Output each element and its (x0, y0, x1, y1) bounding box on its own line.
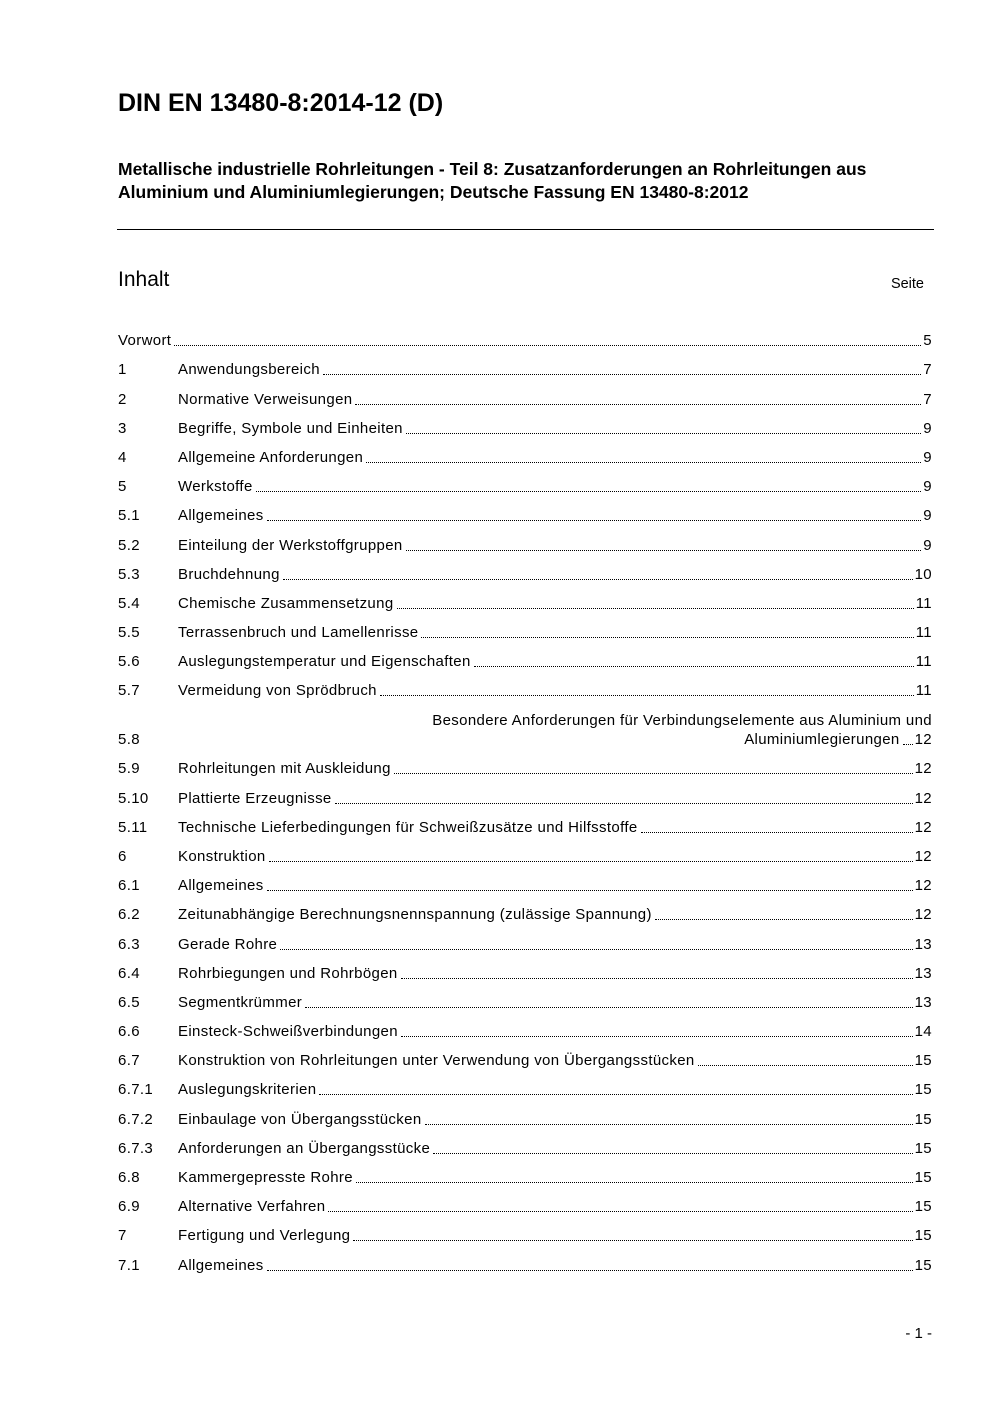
toc-entry-number: 5.6 (118, 653, 140, 671)
toc-dot-leader (366, 462, 921, 463)
toc-entry-body (178, 964, 932, 986)
toc-entry-page: 10 (914, 565, 932, 583)
toc-entry-body (178, 419, 932, 441)
toc-entry-title: Alternative Verfahren (178, 1198, 326, 1216)
toc-entry-title: Auslegungskriterien (178, 1081, 317, 1099)
toc-entry-page: 15 (914, 1081, 932, 1099)
toc-entry-title: Terrassenbruch und Lamellenrisse (178, 624, 419, 642)
toc-entry-number: 5.3 (118, 565, 140, 583)
toc-entry[interactable] (118, 558, 932, 587)
toc-entry-page: 11 (915, 594, 932, 612)
title-divider (117, 229, 934, 230)
toc-entry-number: 6.2 (118, 906, 140, 924)
toc-entry-page: 11 (915, 682, 932, 700)
toc-entry-title: Besondere Anforderungen für Verbindungselemente aus Aluminium und (432, 712, 932, 730)
toc-entry[interactable] (118, 1161, 932, 1190)
toc-entry-title: Begriffe, Symbole und Einheiten (178, 419, 403, 437)
toc-entry-page: 15 (914, 1110, 932, 1128)
toc-entry-body (178, 711, 932, 752)
toc-dot-leader (355, 404, 921, 405)
toc-dot-leader (641, 832, 913, 833)
toc-entry-page: 12 (914, 760, 932, 778)
toc-entry-page: 13 (914, 993, 932, 1011)
toc-entry-number: 5.7 (118, 682, 140, 700)
toc-entry[interactable] (118, 927, 932, 956)
toc-entry-title: Kammergepresste Rohre (178, 1169, 353, 1187)
toc-dot-leader (356, 1182, 913, 1183)
toc-entry[interactable] (118, 353, 932, 382)
toc-entry-title: Gerade Rohre (178, 935, 278, 953)
toc-dot-leader (269, 861, 913, 862)
toc-entry-number: 5.9 (118, 760, 140, 778)
toc-entry[interactable] (118, 986, 932, 1015)
toc-entry-title: Werkstoffe (178, 478, 253, 496)
toc-entry-title: Bruchdehnung (178, 565, 280, 583)
toc-entry-body (178, 1168, 932, 1190)
toc-entry[interactable] (118, 1015, 932, 1044)
toc-entry-title: Auslegungstemperatur und Eigenschaften (178, 653, 471, 671)
toc-dot-leader (335, 803, 913, 804)
toc-entry-number: 5.10 (118, 789, 149, 807)
toc-entry[interactable] (118, 674, 932, 703)
toc-entry-number: 5.2 (118, 536, 140, 554)
table-of-contents (118, 324, 932, 1278)
toc-entry-body (178, 1226, 932, 1248)
toc-entry-number: 5.4 (118, 594, 140, 612)
toc-entry-body (178, 847, 932, 869)
toc-entry[interactable] (118, 441, 932, 470)
toc-entry-page: 12 (914, 906, 932, 924)
toc-dot-leader (174, 345, 921, 346)
toc-dot-leader (353, 1240, 912, 1241)
toc-entry-body (178, 681, 932, 703)
toc-entry-page: 15 (914, 1169, 932, 1187)
toc-entry-page: 15 (914, 1227, 932, 1245)
toc-entry-number: 6.5 (118, 993, 140, 1011)
toc-entry-continuation (744, 730, 932, 749)
toc-entry-title: Allgemeines (178, 507, 264, 525)
toc-entry-body (178, 1022, 932, 1044)
toc-entry-number: 6.7 (118, 1052, 140, 1070)
toc-entry[interactable] (118, 324, 932, 353)
toc-entry[interactable] (118, 587, 932, 616)
toc-entry-title: Rohrleitungen mit Auskleidung (178, 760, 391, 778)
toc-entry[interactable] (118, 869, 932, 898)
toc-entry[interactable] (118, 781, 932, 810)
toc-entry-page: 15 (914, 1052, 932, 1070)
toc-entry-title: Rohrbiegungen und Rohrbögen (178, 964, 398, 982)
toc-entry-body (178, 623, 932, 645)
toc-dot-leader (401, 978, 913, 979)
toc-dot-leader (421, 637, 913, 638)
toc-entry-body (178, 594, 932, 616)
toc-entry-body (178, 536, 932, 558)
toc-entry[interactable] (118, 499, 932, 528)
toc-entry-title: Anforderungen an Übergangsstücke (178, 1139, 431, 1157)
toc-entry[interactable] (118, 898, 932, 927)
toc-entry-number: 7.1 (118, 1256, 140, 1274)
toc-entry-page: 15 (914, 1139, 932, 1157)
toc-dot-leader (698, 1065, 913, 1066)
toc-entry-title: Technische Lieferbedingungen für Schweißzusätze und Hilfsstoffe (178, 818, 638, 836)
toc-entry[interactable] (118, 382, 932, 411)
toc-entry-body (178, 818, 932, 840)
toc-entry[interactable] (118, 811, 932, 840)
toc-entry-body (178, 1256, 932, 1278)
toc-entry-body (118, 331, 932, 353)
toc-entry-title: Normative Verweisungen (178, 390, 353, 408)
toc-entry-number: 2 (118, 390, 127, 408)
toc-entry-page: 11 (915, 624, 932, 642)
toc-entry-page: 13 (914, 964, 932, 982)
toc-entry[interactable] (118, 957, 932, 986)
toc-entry-body (178, 506, 932, 528)
toc-entry-body (178, 1080, 932, 1102)
toc-entry-body (178, 935, 932, 957)
toc-entry-page: 14 (914, 1023, 932, 1041)
toc-entry-number: 6 (118, 847, 127, 865)
toc-dot-leader (433, 1153, 912, 1154)
toc-entry-number: 6.7.2 (118, 1110, 154, 1128)
toc-entry-page: 9 (923, 448, 932, 466)
toc-entry-page: 12 (914, 877, 932, 895)
toc-entry-title: Allgemeines (178, 877, 264, 895)
toc-entry-title: Plattierte Erzeugnisse (178, 789, 332, 807)
toc-heading: Inhalt (118, 268, 170, 291)
toc-entry-number: 6.6 (118, 1023, 140, 1041)
toc-entry-page: 12 (914, 731, 932, 749)
toc-entry-number: 6.7.1 (118, 1081, 154, 1099)
toc-entry-page: 12 (914, 847, 932, 865)
toc-entry-page: 5 (923, 332, 932, 350)
toc-dot-leader (397, 608, 914, 609)
toc-entry-body (178, 876, 932, 898)
toc-entry-body (178, 477, 932, 499)
toc-entry-title: Einsteck-Schweißverbindungen (178, 1023, 398, 1041)
toc-dot-leader (380, 695, 914, 696)
toc-dot-leader (474, 666, 914, 667)
toc-entry-title: Allgemeines (178, 1256, 264, 1274)
toc-entry-number: 6.1 (118, 877, 140, 895)
toc-dot-leader (267, 890, 913, 891)
page-number: - 1 - (905, 1325, 932, 1342)
toc-entry-body (178, 565, 932, 587)
toc-dot-leader (655, 919, 913, 920)
toc-entry-page: 13 (914, 935, 932, 953)
toc-entry-title: Allgemeine Anforderungen (178, 448, 364, 466)
toc-entry-number: 5.1 (118, 507, 140, 525)
toc-entry[interactable] (118, 1248, 932, 1277)
toc-entry-number: 6.4 (118, 964, 140, 982)
toc-entry-title: Fertigung und Verlegung (178, 1227, 351, 1245)
document-subtitle: Metallische industrielle Rohrleitungen - Teil 8: Zusatzanforderungen an Rohrleitungen aus Aluminium und Aluminiumlegierungen; Deutsche Fassung EN 13480-8:2012 (118, 159, 867, 202)
toc-entry-number: 4 (118, 448, 127, 466)
toc-entry[interactable] (118, 1132, 932, 1161)
toc-entry-number: 6.7.3 (118, 1139, 154, 1157)
toc-entry-body (178, 1139, 932, 1161)
document-id: DIN EN 13480-8:2014-12 (D) (118, 89, 444, 117)
toc-entry-body (178, 1051, 932, 1073)
toc-dot-leader (267, 520, 922, 521)
toc-entry-body (178, 789, 932, 811)
toc-entry-title: Vorwort (118, 332, 172, 350)
toc-dot-leader (903, 744, 913, 745)
toc-dot-leader (394, 773, 913, 774)
toc-entry-page: 7 (923, 390, 932, 408)
toc-dot-leader (425, 1124, 913, 1125)
toc-entry-title: Konstruktion (178, 847, 266, 865)
toc-dot-leader (305, 1007, 913, 1008)
toc-entry-title: Zeitunabhängige Berechnungsnennspannung (zulässige Spannung) (178, 906, 652, 924)
toc-entry-number: 5 (118, 478, 127, 496)
toc-entry[interactable] (118, 703, 932, 752)
toc-dot-leader (319, 1094, 912, 1095)
toc-entry-title: Chemische Zusammensetzung (178, 594, 394, 612)
toc-entry-page: 9 (923, 478, 932, 496)
toc-entry-number: 6.8 (118, 1169, 140, 1187)
toc-entry-body (178, 1197, 932, 1219)
toc-entry-body (178, 905, 932, 927)
toc-entry-body (178, 448, 932, 470)
toc-entry-title-continued: Aluminiumlegierungen (744, 731, 900, 749)
toc-entry-body (178, 360, 932, 382)
toc-entry-number: 5.8 (118, 731, 140, 749)
toc-dot-leader (323, 374, 921, 375)
toc-entry[interactable] (118, 645, 932, 674)
toc-entry-body (178, 390, 932, 412)
toc-entry[interactable] (118, 1073, 932, 1102)
toc-entry-page: 12 (914, 818, 932, 836)
toc-entry[interactable] (118, 840, 932, 869)
toc-dot-leader (283, 579, 913, 580)
toc-entry-number: 1 (118, 361, 127, 379)
toc-entry-title: Einteilung der Werkstoffgruppen (178, 536, 403, 554)
toc-entry-number: 6.3 (118, 935, 140, 953)
toc-entry[interactable] (118, 752, 932, 781)
toc-dot-leader (256, 491, 922, 492)
toc-dot-leader (280, 949, 912, 950)
toc-entry[interactable] (118, 616, 932, 645)
toc-entry-number: 3 (118, 419, 127, 437)
toc-dot-leader (267, 1270, 913, 1271)
toc-entry[interactable] (118, 528, 932, 557)
toc-entry-page: 11 (915, 653, 932, 671)
toc-entry[interactable] (118, 1102, 932, 1131)
toc-entry-title: Anwendungsbereich (178, 361, 320, 379)
toc-page-column-label: Seite (890, 276, 924, 292)
toc-entry-body (178, 652, 932, 674)
toc-entry-title: Konstruktion von Rohrleitungen unter Verwendung von Übergangsstücken (178, 1052, 695, 1070)
toc-entry-page: 15 (914, 1198, 932, 1216)
toc-dot-leader (406, 433, 921, 434)
toc-entry-page: 12 (914, 789, 932, 807)
toc-entry-title: Segmentkrümmer (178, 993, 303, 1011)
toc-entry[interactable] (118, 1044, 932, 1073)
toc-entry-page: 7 (923, 361, 932, 379)
toc-dot-leader (401, 1036, 913, 1037)
toc-entry-number: 5.5 (118, 624, 140, 642)
toc-dot-leader (406, 550, 922, 551)
toc-entry-body (178, 1110, 932, 1132)
toc-entry-number: 6.9 (118, 1198, 140, 1216)
toc-entry-body (178, 759, 932, 781)
toc-entry[interactable] (118, 1219, 932, 1248)
toc-entry[interactable] (118, 1190, 932, 1219)
toc-entry-number: 5.11 (118, 818, 148, 836)
toc-entry-page: 9 (923, 536, 932, 554)
toc-entry-number: 7 (118, 1227, 127, 1245)
toc-entry-title: Einbaulage von Übergangsstücken (178, 1110, 422, 1128)
toc-entry-page: 15 (914, 1256, 932, 1274)
toc-entry-title: Vermeidung von Sprödbruch (178, 682, 377, 700)
toc-dot-leader (328, 1211, 912, 1212)
toc-entry[interactable] (118, 412, 932, 441)
toc-entry[interactable] (118, 470, 932, 499)
toc-entry-page: 9 (923, 507, 932, 525)
toc-entry-body (178, 993, 932, 1015)
toc-entry-page: 9 (923, 419, 932, 437)
